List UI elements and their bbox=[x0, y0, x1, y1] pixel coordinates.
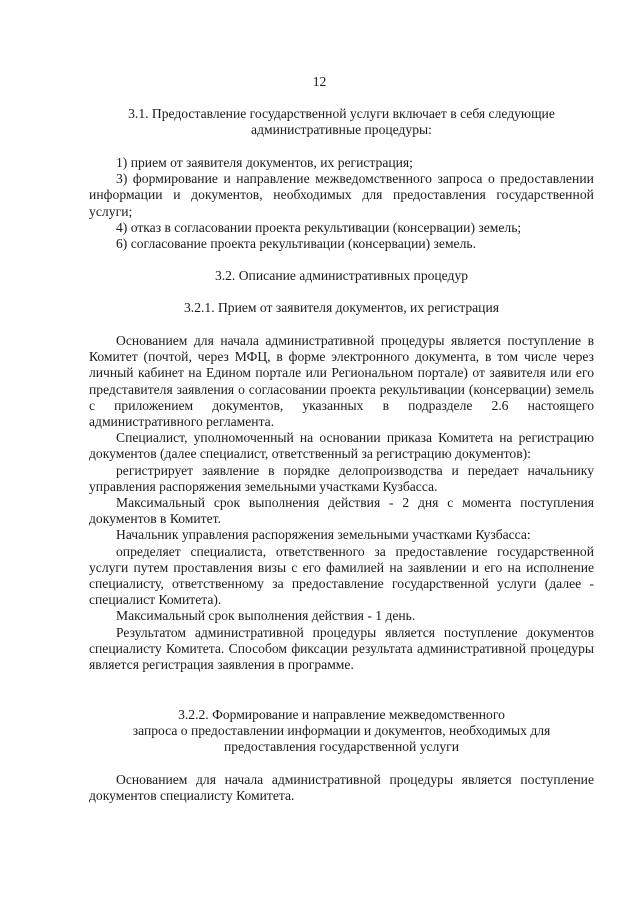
list-item: 6) согласование проекта рекультивации (консервации) земель. bbox=[116, 236, 476, 252]
paragraph: Начальник управления распоряжения земельными участками Кузбасса: bbox=[116, 527, 531, 543]
section-3-2-2-heading bbox=[89, 707, 594, 756]
page-number: 12 bbox=[312, 74, 327, 89]
list-item: 4) отказ в согласовании проекта рекультивации (консервации) земель; bbox=[116, 219, 522, 235]
section-3-2-2-heading-line3: предоставления государственной услуги bbox=[224, 739, 459, 755]
paragraph: определяет специалиста, ответственного за предоставление государственной услуги путем проставления визы с его фамилией на заявлении и его на исполнение специалисту, ответственному за предоставление государственной услуги (далее - специалист Комитета). bbox=[89, 543, 594, 608]
section-3-2-2-body bbox=[89, 772, 594, 804]
paragraph: Максимальный срок выполнения действия - 2 дня с момента поступления документов в Комитет. bbox=[89, 495, 594, 527]
section-3-1-heading-line1: 3.1. Предоставление государственной услуги включает в себя следующие bbox=[128, 106, 555, 121]
section-3-2-2-heading-line2: запроса о предоставлении информации и документов, необходимых для bbox=[132, 723, 551, 739]
section-3-2-2-heading-line1: 3.2.2. Формирование и направление межведомственного bbox=[178, 707, 505, 722]
section-3-1-list bbox=[89, 155, 594, 252]
section-3-1-heading bbox=[89, 106, 594, 138]
paragraph: Специалист, уполномоченный на основании приказа Комитета на регистрацию документов (далее специалист, ответственный за регистрацию документов): bbox=[89, 430, 594, 462]
paragraph: Максимальный срок выполнения действия - 1 день. bbox=[116, 608, 416, 624]
paragraph: Основанием для начала административной процедуры является поступление в Комитет (почтой, через МФЦ, в форме электронного документа, в том числе через личный кабинет на Едином портале или Региональном портале) от заявителя или его представителя заявления о согласовании проекта рекультивации (консервации) земель с приложением документов, указанных в подразделе 2.6 настоящего административного регламента. bbox=[89, 333, 594, 430]
paragraph: Результатом административной процедуры является поступление документов специалисту Комитета. Способом фиксации результата административной процедуры является регистрация заявления в программе. bbox=[89, 624, 594, 673]
section-3-2-1-body bbox=[89, 333, 594, 673]
list-item: 3) формирование и направление межведомственного запроса о предоставлении информации и документов, необходимых для предоставления государственной услуги; bbox=[89, 171, 594, 219]
section-3-1-heading-line2: административные процедуры: bbox=[251, 122, 432, 138]
paragraph: Основанием для начала административной процедуры является поступление документов специалисту Комитета. bbox=[89, 772, 594, 804]
paragraph: регистрирует заявление в порядке делопроизводства и передает начальнику управления распоряжения земельными участками Кузбасса. bbox=[89, 462, 594, 494]
section-3-2-heading: 3.2. Описание административных процедур bbox=[214, 268, 469, 283]
list-item: 1) прием от заявителя документов, их регистрация; bbox=[116, 155, 413, 170]
section-3-2-1-heading: 3.2.1. Прием от заявителя документов, их регистрация bbox=[184, 300, 499, 315]
